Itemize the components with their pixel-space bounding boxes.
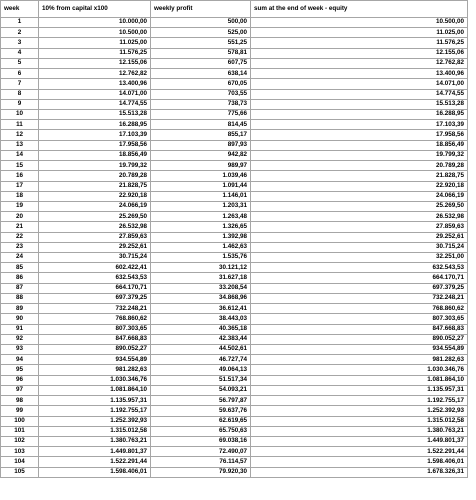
- table-row: [1, 293, 468, 303]
- capital-cell[interactable]: 17.958,56: [39, 140, 151, 150]
- capital-cell[interactable]: 14.774,55: [39, 99, 151, 109]
- equity-cell[interactable]: 16.288,95: [251, 109, 468, 119]
- week-cell[interactable]: 104: [1, 457, 39, 467]
- week-cell[interactable]: 2: [1, 28, 39, 38]
- capital-cell[interactable]: 10.000,00: [39, 18, 151, 28]
- header-capital[interactable]: 10% from capital x100: [39, 1, 151, 18]
- week-cell[interactable]: 9: [1, 99, 39, 109]
- table-row: [1, 232, 468, 242]
- weekly-profit-cell[interactable]: 500,00: [151, 18, 251, 28]
- weekly-profit-cell[interactable]: 897,93: [151, 140, 251, 150]
- capital-cell[interactable]: 981.282,63: [39, 365, 151, 375]
- equity-cell[interactable]: 21.828,75: [251, 171, 468, 181]
- week-cell[interactable]: 96: [1, 375, 39, 385]
- weekly-profit-cell[interactable]: 31.627,18: [151, 273, 251, 283]
- week-cell[interactable]: 93: [1, 345, 39, 355]
- capital-cell[interactable]: 1.192.755,17: [39, 406, 151, 416]
- weekly-profit-cell[interactable]: 33.208,54: [151, 283, 251, 293]
- week-cell[interactable]: 15: [1, 161, 39, 171]
- equity-cell[interactable]: 1.315.012,58: [251, 416, 468, 426]
- weekly-profit-cell[interactable]: 1.326,65: [151, 222, 251, 232]
- table-row: [1, 58, 468, 68]
- capital-cell[interactable]: 768.860,62: [39, 314, 151, 324]
- table-row: [1, 38, 468, 48]
- capital-cell[interactable]: 697.379,25: [39, 293, 151, 303]
- equity-cell[interactable]: 15.513,28: [251, 99, 468, 109]
- equity-cell[interactable]: 1.081.864,10: [251, 375, 468, 385]
- capital-cell[interactable]: 847.668,83: [39, 334, 151, 344]
- table-row: [1, 457, 468, 467]
- table-row: [1, 406, 468, 416]
- capital-cell[interactable]: 732.248,21: [39, 304, 151, 314]
- equity-cell[interactable]: 1.030.346,76: [251, 365, 468, 375]
- weekly-profit-cell[interactable]: 34.868,96: [151, 293, 251, 303]
- capital-cell[interactable]: 17.103,39: [39, 130, 151, 140]
- table-row: [1, 89, 468, 99]
- week-cell[interactable]: 7: [1, 79, 39, 89]
- weekly-profit-cell[interactable]: 703,55: [151, 89, 251, 99]
- table-row: [1, 212, 468, 222]
- week-cell[interactable]: 1: [1, 18, 39, 28]
- weekly-profit-cell[interactable]: 1.392,98: [151, 232, 251, 242]
- capital-cell[interactable]: 27.859,63: [39, 232, 151, 242]
- table-row: [1, 222, 468, 232]
- weekly-profit-cell[interactable]: 1.462,63: [151, 242, 251, 252]
- table-row: [1, 304, 468, 314]
- capital-cell[interactable]: 1.081.864,10: [39, 385, 151, 395]
- week-cell[interactable]: 99: [1, 406, 39, 416]
- table-row: [1, 48, 468, 58]
- capital-cell[interactable]: 934.554,89: [39, 355, 151, 365]
- weekly-profit-cell[interactable]: 1.091,44: [151, 181, 251, 191]
- table-row: [1, 283, 468, 293]
- capital-cell[interactable]: 602.422,41: [39, 263, 151, 273]
- week-cell[interactable]: 85: [1, 263, 39, 273]
- week-cell[interactable]: 3: [1, 38, 39, 48]
- week-cell[interactable]: 19: [1, 201, 39, 211]
- table-row: [1, 150, 468, 160]
- table-body: [1, 18, 468, 478]
- capital-cell[interactable]: 15.513,28: [39, 109, 151, 119]
- week-cell[interactable]: 21: [1, 222, 39, 232]
- weekly-profit-cell[interactable]: 30.121,12: [151, 263, 251, 273]
- week-cell[interactable]: 16: [1, 171, 39, 181]
- capital-cell[interactable]: 1.522.291,44: [39, 457, 151, 467]
- table-row: [1, 28, 468, 38]
- capital-cell[interactable]: 13.400,96: [39, 79, 151, 89]
- equity-cell[interactable]: 18.856,49: [251, 140, 468, 150]
- weekly-profit-cell[interactable]: 40.365,18: [151, 324, 251, 334]
- week-cell[interactable]: 90: [1, 314, 39, 324]
- capital-cell[interactable]: 14.071,00: [39, 89, 151, 99]
- capital-cell[interactable]: 1.135.957,31: [39, 396, 151, 406]
- capital-cell[interactable]: 22.920,18: [39, 191, 151, 201]
- equity-cell[interactable]: 1.380.763,21: [251, 426, 468, 436]
- table-row: [1, 79, 468, 89]
- week-cell[interactable]: 13: [1, 140, 39, 150]
- weekly-profit-cell[interactable]: 56.797,87: [151, 396, 251, 406]
- equity-cell[interactable]: 17.958,56: [251, 130, 468, 140]
- weekly-profit-cell[interactable]: 1.535,76: [151, 253, 251, 263]
- weekly-profit-cell[interactable]: 49.064,13: [151, 365, 251, 375]
- week-cell[interactable]: 11: [1, 120, 39, 130]
- capital-cell[interactable]: 19.799,32: [39, 161, 151, 171]
- equity-cell[interactable]: 11.025,00: [251, 28, 468, 38]
- weekly-profit-cell[interactable]: 814,45: [151, 120, 251, 130]
- week-cell[interactable]: 10: [1, 109, 39, 119]
- equity-cell[interactable]: 697.379,25: [251, 283, 468, 293]
- table-row: [1, 191, 468, 201]
- equity-cell[interactable]: 1.135.957,31: [251, 385, 468, 395]
- table-row: [1, 161, 468, 171]
- equity-cell[interactable]: 1.192.755,17: [251, 396, 468, 406]
- table-row: [1, 365, 468, 375]
- equity-cell[interactable]: 11.576,25: [251, 38, 468, 48]
- equity-cell[interactable]: 29.252,61: [251, 232, 468, 242]
- weekly-profit-cell[interactable]: 1.203,31: [151, 201, 251, 211]
- week-cell[interactable]: 22: [1, 232, 39, 242]
- equity-cell[interactable]: 1.449.801,37: [251, 436, 468, 446]
- equity-cell[interactable]: 1.252.392,93: [251, 406, 468, 416]
- capital-cell[interactable]: 25.269,50: [39, 212, 151, 222]
- weekly-profit-cell[interactable]: 62.619,65: [151, 416, 251, 426]
- weekly-profit-cell[interactable]: 1.146,01: [151, 191, 251, 201]
- equity-cell[interactable]: 807.303,65: [251, 314, 468, 324]
- equity-cell[interactable]: 26.532,98: [251, 212, 468, 222]
- table-row: [1, 385, 468, 395]
- weekly-profit-cell[interactable]: 51.517,34: [151, 375, 251, 385]
- capital-cell[interactable]: 1.315.012,58: [39, 426, 151, 436]
- header-week[interactable]: week: [1, 1, 39, 18]
- weekly-profit-cell[interactable]: 578,81: [151, 48, 251, 58]
- equity-cell[interactable]: 1.598.406,01: [251, 457, 468, 467]
- equity-cell[interactable]: 1.522.291,44: [251, 447, 468, 457]
- capital-cell[interactable]: 890.052,27: [39, 345, 151, 355]
- table-row: [1, 314, 468, 324]
- equity-cell[interactable]: 847.668,83: [251, 324, 468, 334]
- capital-cell[interactable]: 16.288,95: [39, 120, 151, 130]
- table-row: [1, 396, 468, 406]
- table-row: [1, 375, 468, 385]
- weekly-profit-cell[interactable]: 670,05: [151, 79, 251, 89]
- table-row: [1, 273, 468, 283]
- weekly-profit-cell[interactable]: 989,97: [151, 161, 251, 171]
- week-cell[interactable]: 4: [1, 48, 39, 58]
- capital-cell[interactable]: 1.598.406,01: [39, 467, 151, 477]
- capital-cell[interactable]: 1.380.763,21: [39, 436, 151, 446]
- table-row: [1, 242, 468, 252]
- equity-cell[interactable]: 19.799,32: [251, 150, 468, 160]
- equity-cell[interactable]: 17.103,39: [251, 120, 468, 130]
- week-cell[interactable]: 102: [1, 436, 39, 446]
- capital-cell[interactable]: 664.170,71: [39, 283, 151, 293]
- weekly-profit-cell[interactable]: 855,17: [151, 130, 251, 140]
- table-row: [1, 130, 468, 140]
- header-weekly-profit[interactable]: weekly profit: [151, 1, 251, 18]
- week-cell[interactable]: 95: [1, 365, 39, 375]
- equity-cell[interactable]: 20.789,28: [251, 161, 468, 171]
- week-cell[interactable]: 6: [1, 69, 39, 79]
- table-row: [1, 171, 468, 181]
- weekly-profit-cell[interactable]: 69.038,16: [151, 436, 251, 446]
- equity-cell[interactable]: 1.678.326,31: [251, 467, 468, 477]
- equity-cell[interactable]: 27.859,63: [251, 222, 468, 232]
- equity-cell[interactable]: 732.248,21: [251, 293, 468, 303]
- equity-cell[interactable]: 10.500,00: [251, 18, 468, 28]
- weekly-profit-cell[interactable]: 1.263,48: [151, 212, 251, 222]
- weekly-profit-cell[interactable]: 638,14: [151, 69, 251, 79]
- week-cell[interactable]: 8: [1, 89, 39, 99]
- week-cell[interactable]: 18: [1, 191, 39, 201]
- weekly-profit-cell[interactable]: 36.612,41: [151, 304, 251, 314]
- weekly-profit-cell[interactable]: 1.039,46: [151, 171, 251, 181]
- capital-cell[interactable]: 24.066,19: [39, 201, 151, 211]
- equity-cell[interactable]: 14.071,00: [251, 79, 468, 89]
- capital-cell[interactable]: 20.789,28: [39, 171, 151, 181]
- table-row: [1, 334, 468, 344]
- capital-cell[interactable]: 632.543,53: [39, 273, 151, 283]
- week-cell[interactable]: 100: [1, 416, 39, 426]
- equity-cell[interactable]: 24.066,19: [251, 191, 468, 201]
- table-row: [1, 120, 468, 130]
- week-cell[interactable]: 12: [1, 130, 39, 140]
- equity-cell[interactable]: 22.920,18: [251, 181, 468, 191]
- week-cell[interactable]: 98: [1, 396, 39, 406]
- week-cell[interactable]: 14: [1, 150, 39, 160]
- week-cell[interactable]: 86: [1, 273, 39, 283]
- equity-cell[interactable]: 632.543,53: [251, 263, 468, 273]
- capital-cell[interactable]: 29.252,61: [39, 242, 151, 252]
- weekly-profit-cell[interactable]: 76.114,57: [151, 457, 251, 467]
- weekly-profit-cell[interactable]: 79.920,30: [151, 467, 251, 477]
- week-cell[interactable]: 17: [1, 181, 39, 191]
- week-cell[interactable]: 89: [1, 304, 39, 314]
- table-row: [1, 324, 468, 334]
- capital-cell[interactable]: 12.155,06: [39, 58, 151, 68]
- weekly-profit-cell[interactable]: 525,00: [151, 28, 251, 38]
- equity-cell[interactable]: 14.774,55: [251, 89, 468, 99]
- table-row: [1, 263, 468, 273]
- capital-cell[interactable]: 12.762,82: [39, 69, 151, 79]
- weekly-profit-cell[interactable]: 942,82: [151, 150, 251, 160]
- capital-cell[interactable]: 30.715,24: [39, 253, 151, 263]
- equity-cell[interactable]: 768.860,62: [251, 304, 468, 314]
- week-cell[interactable]: 101: [1, 426, 39, 436]
- weekly-profit-cell[interactable]: 738,73: [151, 99, 251, 109]
- table-row: [1, 140, 468, 150]
- capital-cell[interactable]: 18.856,49: [39, 150, 151, 160]
- table-row: [1, 345, 468, 355]
- table-row: [1, 69, 468, 79]
- equity-cell[interactable]: 12.762,82: [251, 58, 468, 68]
- capital-cell[interactable]: 807.303,65: [39, 324, 151, 334]
- weekly-profit-cell[interactable]: 59.637,76: [151, 406, 251, 416]
- week-cell[interactable]: 94: [1, 355, 39, 365]
- week-cell[interactable]: 23: [1, 242, 39, 252]
- equity-cell[interactable]: 981.282,63: [251, 355, 468, 365]
- table-row: [1, 436, 468, 446]
- header-row: [1, 1, 468, 18]
- equity-cell[interactable]: 25.269,50: [251, 201, 468, 211]
- weekly-profit-cell[interactable]: 72.490,07: [151, 447, 251, 457]
- capital-cell[interactable]: 11.576,25: [39, 48, 151, 58]
- weekly-profit-cell[interactable]: 607,75: [151, 58, 251, 68]
- week-cell[interactable]: 24: [1, 253, 39, 263]
- week-cell[interactable]: 105: [1, 467, 39, 477]
- week-cell[interactable]: 87: [1, 283, 39, 293]
- table-row: [1, 181, 468, 191]
- table-row: [1, 201, 468, 211]
- capital-cell[interactable]: 26.532,98: [39, 222, 151, 232]
- equity-cell[interactable]: 13.400,96: [251, 69, 468, 79]
- week-cell[interactable]: 92: [1, 334, 39, 344]
- capital-cell[interactable]: 21.828,75: [39, 181, 151, 191]
- weekly-profit-cell[interactable]: 46.727,74: [151, 355, 251, 365]
- table-row: [1, 109, 468, 119]
- weekly-profit-cell[interactable]: 65.750,63: [151, 426, 251, 436]
- capital-cell[interactable]: 1.252.392,93: [39, 416, 151, 426]
- capital-cell[interactable]: 1.030.346,76: [39, 375, 151, 385]
- weekly-profit-cell[interactable]: 551,25: [151, 38, 251, 48]
- equity-cell[interactable]: 664.170,71: [251, 273, 468, 283]
- week-cell[interactable]: 103: [1, 447, 39, 457]
- capital-cell[interactable]: 11.025,00: [39, 38, 151, 48]
- table-row: [1, 253, 468, 263]
- equity-cell[interactable]: 12.155,06: [251, 48, 468, 58]
- capital-cell[interactable]: 1.449.801,37: [39, 447, 151, 457]
- capital-cell[interactable]: 10.500,00: [39, 28, 151, 38]
- table-row: [1, 426, 468, 436]
- equity-cell[interactable]: 30.715,24: [251, 242, 468, 252]
- equity-cell[interactable]: 934.554,89: [251, 345, 468, 355]
- table-row: [1, 467, 468, 477]
- header-equity[interactable]: sum at the end of week - equity: [251, 1, 468, 18]
- weekly-profit-cell[interactable]: 44.502,61: [151, 345, 251, 355]
- week-cell[interactable]: 97: [1, 385, 39, 395]
- weekly-profit-cell[interactable]: 38.443,03: [151, 314, 251, 324]
- table-row: [1, 355, 468, 365]
- week-cell[interactable]: 88: [1, 293, 39, 303]
- week-cell[interactable]: 5: [1, 58, 39, 68]
- table-row: [1, 99, 468, 109]
- equity-cell[interactable]: 890.052,27: [251, 334, 468, 344]
- weekly-profit-cell[interactable]: 42.383,44: [151, 334, 251, 344]
- table-row: [1, 18, 468, 28]
- week-cell[interactable]: 20: [1, 212, 39, 222]
- table-row: [1, 416, 468, 426]
- table-row: [1, 447, 468, 457]
- week-cell[interactable]: 91: [1, 324, 39, 334]
- equity-cell[interactable]: 32.251,00: [251, 253, 468, 263]
- weekly-profit-cell[interactable]: 775,66: [151, 109, 251, 119]
- weekly-profit-cell[interactable]: 54.093,21: [151, 385, 251, 395]
